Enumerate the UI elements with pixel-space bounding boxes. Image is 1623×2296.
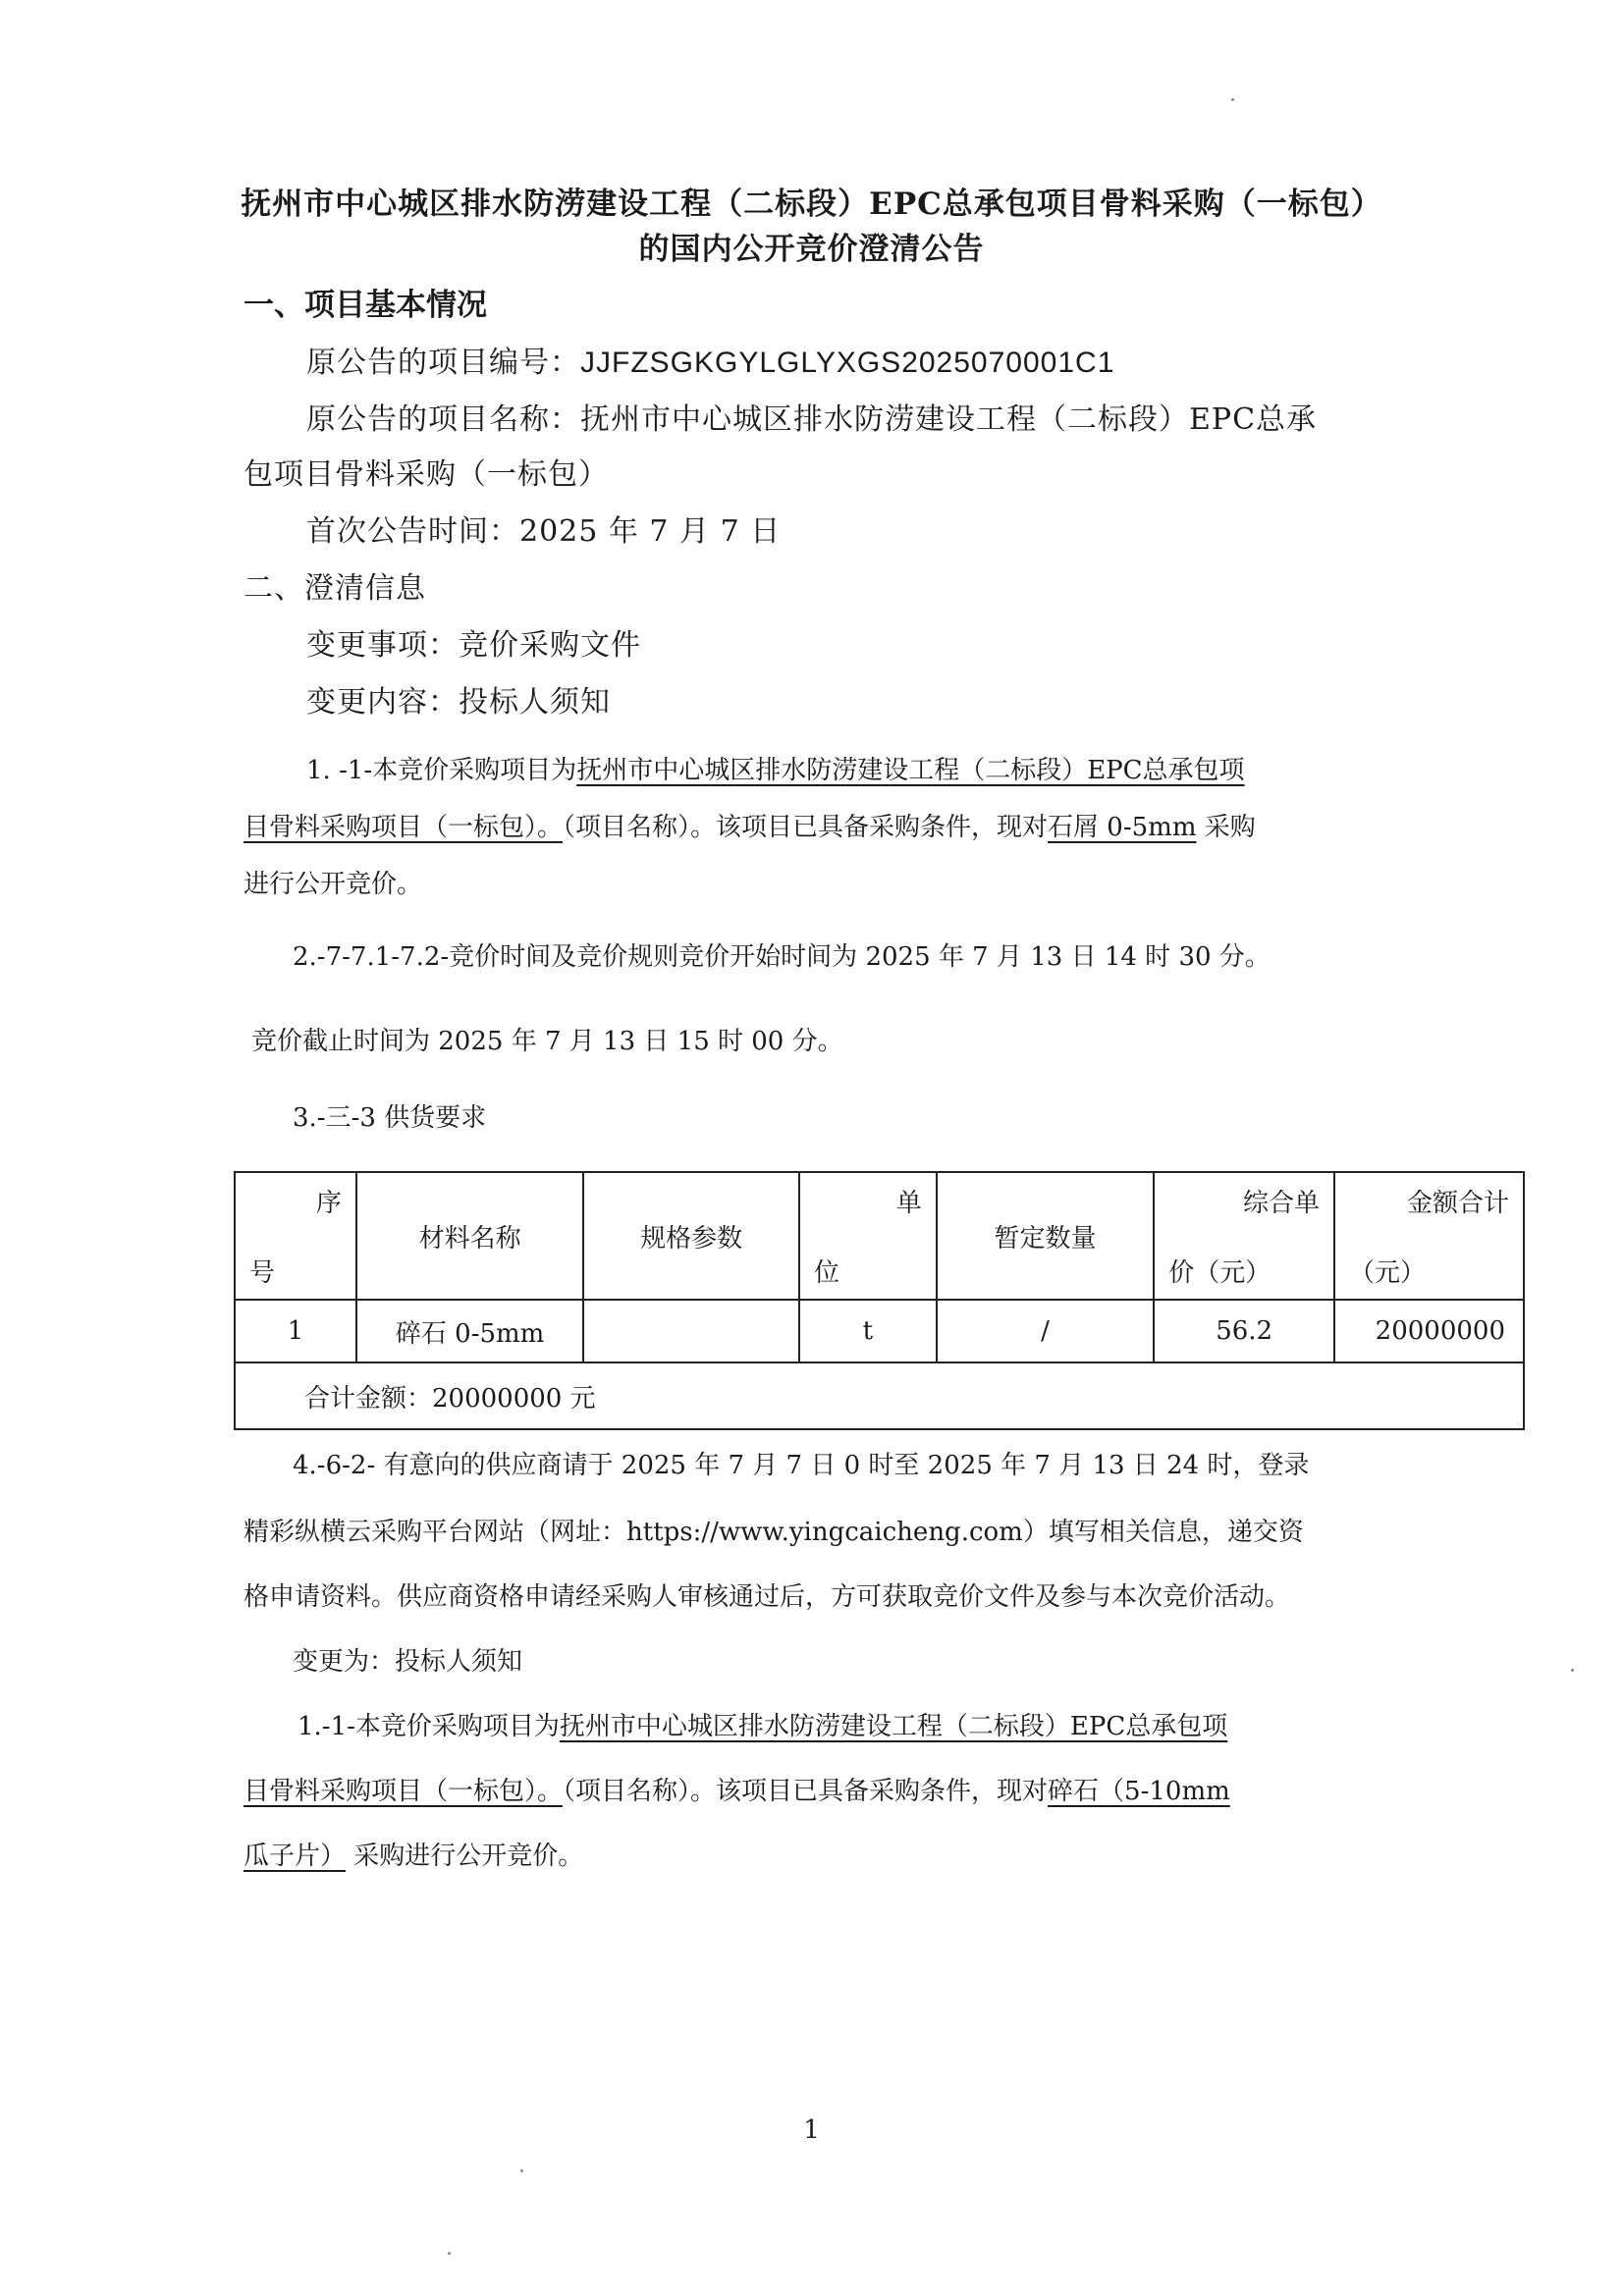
supply-requirements-table: [234, 1171, 1525, 1430]
scan-speck: [1571, 1669, 1574, 1672]
section1-heading: 一、项目基本情况: [243, 288, 487, 323]
project-name-value: 抚州市中心城区排水防涝建设工程（二标段）EPC总承: [580, 402, 1318, 437]
cell-spec: [583, 1300, 799, 1362]
project-number-line: [306, 338, 1114, 381]
clause4-line3: 格申请资料。供应商资格申请经采购人审核通过后，方可获取竞价文件及参与本次竞价活动。: [243, 1582, 1291, 1612]
header-spec: 规格参数: [583, 1172, 799, 1300]
project-number-label: 原公告的项目编号：: [306, 346, 580, 380]
changed-prefix: 1.-1-本竞价采购项目为: [298, 1712, 560, 1741]
cell-material: 碎石 0-5mm: [356, 1300, 584, 1362]
clause4-line2: 精彩纵横云采购平台网站（网址：https://www.yingcaicheng.com）填写相关信息，递交资: [243, 1518, 1304, 1547]
original-clause3: 3.-三-3 供货要求: [293, 1103, 487, 1133]
changed-clause1-line3: [243, 1836, 583, 1872]
changed-material-underlined: 碎石（5-10mm: [1048, 1777, 1230, 1806]
scan-speck: [520, 2169, 523, 2172]
header-unit: 单 位: [799, 1172, 937, 1300]
clause-suffix: 采购: [1196, 813, 1256, 842]
original-clause1-line3: 进行公开竞价。: [243, 870, 423, 899]
changed-suffix: 采购进行公开竞价。: [346, 1842, 584, 1871]
table-total-row: [235, 1362, 1524, 1429]
changed-label: 变更为：投标人须知: [293, 1647, 523, 1677]
page-number: 1: [803, 2115, 820, 2145]
cell-unit: t: [799, 1300, 937, 1362]
clause-prefix: 1. -1-本竞价采购项目为: [306, 756, 577, 785]
original-clause2-deadline: 竞价截止时间为 2025 年 7 月 13 日 15 时 00 分。: [251, 1027, 843, 1056]
table-row: [235, 1300, 1524, 1362]
original-clause2: 2.-7-7.1-7.2-竞价时间及竞价规则竞价开始时间为 2025 年 7 月 13 日 14 时 30 分。: [293, 942, 1271, 972]
project-name-line2: 包项目骨料采购（一标包）: [243, 457, 609, 492]
cell-qty: /: [937, 1300, 1155, 1362]
change-item: 变更事项：竞价采购文件: [306, 628, 641, 663]
clause-mid: （项目名称）。该项目已具备采购条件，现对: [563, 813, 1049, 842]
changed-mid: （项目名称）。该项目已具备采购条件，现对: [563, 1777, 1049, 1806]
changed-material-underlined-cont: 瓜子片）: [243, 1842, 347, 1871]
scan-speck: [1231, 98, 1234, 101]
changed-project-name-underlined-cont: 目骨料采购项目（一标包）。: [243, 1777, 564, 1806]
project-name-underlined: 抚州市中心城区排水防涝建设工程（二标段）EPC总承包项: [576, 756, 1245, 785]
project-number-value: JJFZSGKGYLGLYXGS2025070001C1: [580, 347, 1115, 379]
notice-title-line2: 的国内公开竞价澄清公告: [638, 232, 985, 267]
project-name-underlined-cont: 目骨料采购项目（一标包）。: [243, 813, 564, 842]
header-unit-price: 综合单 价（元）: [1154, 1172, 1334, 1300]
scan-speck: [448, 2252, 451, 2255]
project-name-line1: [306, 395, 1317, 438]
changed-clause1-line1: [298, 1706, 1227, 1742]
cell-amount: 20000000: [1334, 1300, 1524, 1362]
changed-project-name-underlined: 抚州市中心城区排水防涝建设工程（二标段）EPC总承包项: [559, 1712, 1228, 1741]
notice-title-line1: 抚州市中心城区排水防涝建设工程（二标段）EPC总承包项目骨料采购（一标包）: [241, 187, 1382, 222]
header-amount: 金额合计 （元）: [1334, 1172, 1524, 1300]
change-content: 变更内容：投标人须知: [306, 685, 611, 720]
first-notice-time: 首次公告时间：2025 年 7 月 7 日: [306, 514, 782, 549]
changed-clause1-line2: [243, 1771, 1230, 1807]
material-underlined: 石屑 0-5mm: [1048, 813, 1197, 842]
cell-price: 56.2: [1154, 1300, 1334, 1362]
project-name-label: 原公告的项目名称：: [306, 402, 580, 437]
original-clause1-line1: [306, 750, 1245, 786]
section2-heading: 二、澄清信息: [243, 571, 426, 606]
header-material: 材料名称: [356, 1172, 584, 1300]
original-clause1-line2: [243, 807, 1256, 843]
cell-seq: 1: [235, 1300, 356, 1362]
table-header-row: [235, 1172, 1524, 1300]
header-seq: 序 号: [235, 1172, 356, 1300]
clause4-line1: 4.-6-2- 有意向的供应商请于 2025 年 7 月 7 日 0 时至 2025 年 7 月 13 日 24 时，登录: [293, 1451, 1310, 1480]
total-amount: 合计金额：20000000 元: [235, 1362, 1524, 1429]
header-qty: 暂定数量: [937, 1172, 1155, 1300]
